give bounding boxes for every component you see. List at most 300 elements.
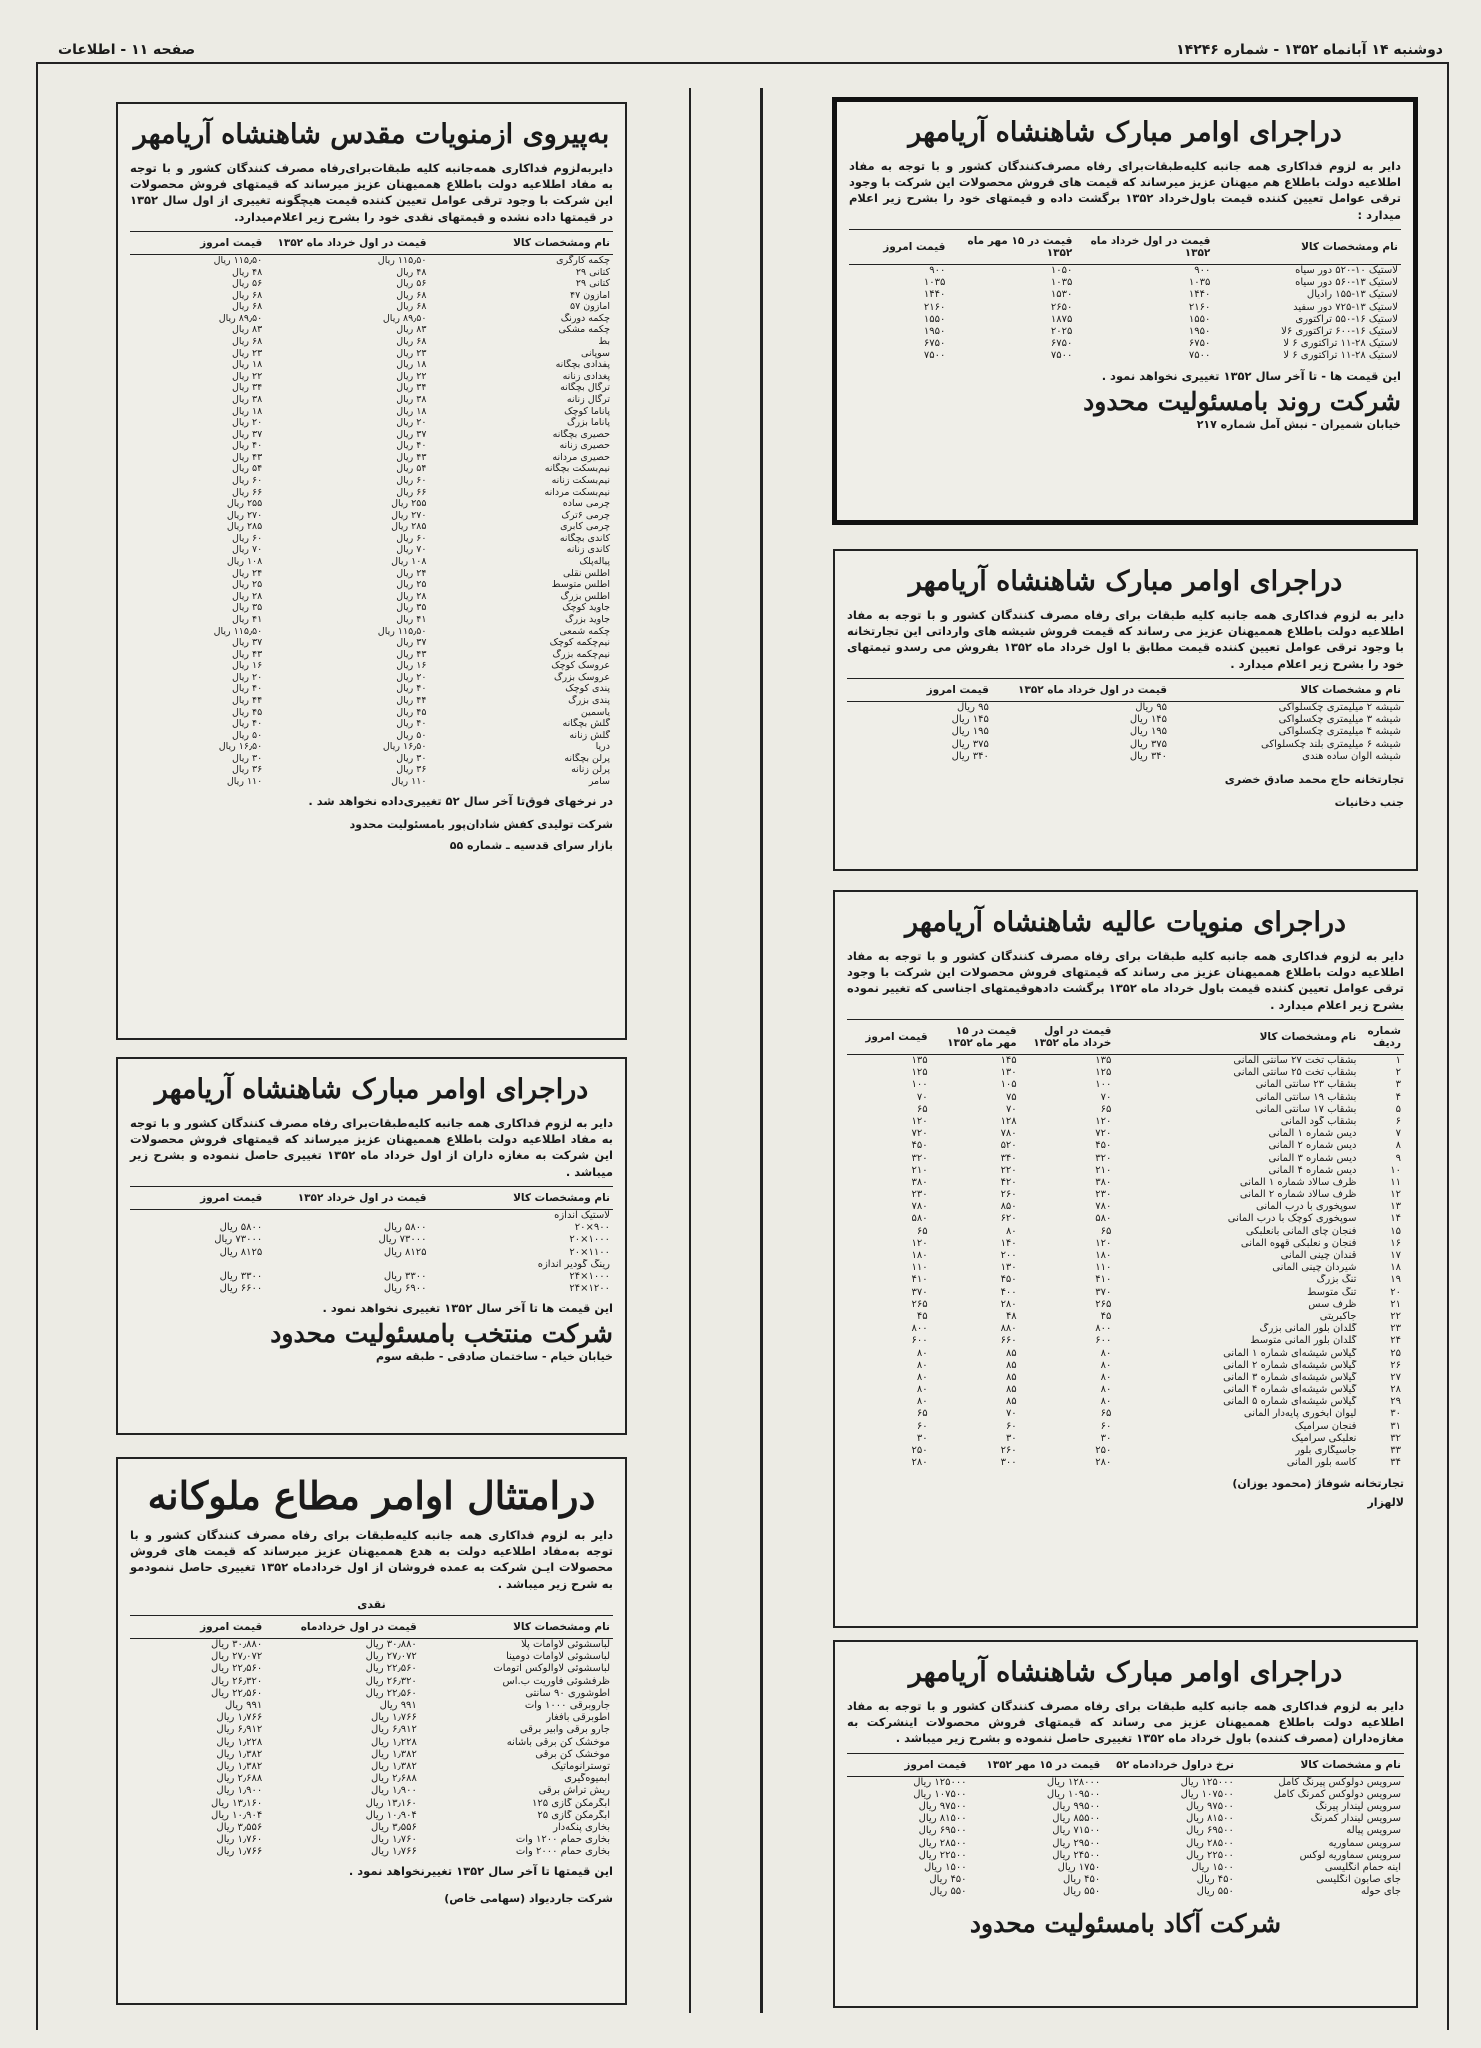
table-cell: ۵۵۰ ریال [1196, 1886, 1234, 1898]
table-cell: ۱۸ ریال [396, 405, 427, 417]
table-cell: نیم‌چکمه بزرگ [552, 648, 610, 660]
table-cell: بشقاب ۲۳ سانتی آلمانی [1255, 1079, 1357, 1091]
table-row [847, 1274, 1404, 1286]
ad-melli [116, 1457, 627, 2005]
ad-melli-subtitle: نقدی [357, 1598, 386, 1612]
col-header: نام و مشخصات کالا [1170, 679, 1404, 702]
right-frame-rule [1447, 64, 1449, 2030]
table-cell: ۶۵ [916, 1103, 928, 1115]
table-row [130, 1676, 613, 1688]
table-cell: ۱۵ [1390, 1225, 1401, 1237]
table-cell: پفدادی بچگانه [555, 359, 610, 371]
table-cell: ۲۲۰ [1000, 1164, 1017, 1176]
table-cell: ۱۸ ریال [396, 359, 427, 371]
table-cell: ۱٫۳۸۲ ریال [370, 1760, 417, 1772]
table-cell: ۴۵۰ [911, 1140, 928, 1152]
table-row [130, 730, 613, 742]
table-cell: لباسشوئی لاوامات دومینا [506, 1651, 610, 1663]
table-cell: ۱۰۳۵ [1188, 277, 1211, 289]
col-header: قیمت در اول خرداد ماه ۱۳۵۲ [1075, 230, 1213, 265]
table-cell: سرویس دولوکس کمرنگ کامل [1273, 1788, 1401, 1800]
table-cell: ۸۹٫۵۰ ریال [218, 312, 263, 324]
table-cell: ۸۰۰ [911, 1323, 928, 1335]
table-cell: ۴۰ ریال [396, 440, 427, 452]
table-row [130, 1700, 613, 1712]
table-cell: ۱٫۷۶۰ ریال [216, 1834, 263, 1846]
table-cell: ۱۰۰ [911, 1079, 928, 1091]
table-cell: یاسمین [580, 706, 610, 718]
table-row [847, 1177, 1404, 1189]
table-cell: ۱۴۵ [1000, 1055, 1017, 1066]
table-cell: ۸۱۵۰۰ ریال [918, 1813, 967, 1825]
table-cell: ۲۳ [1390, 1323, 1401, 1335]
table-cell: ۷۵۰۰ [1050, 350, 1073, 362]
col-header: قیمت امروز [130, 232, 265, 255]
table-cell: بخاری حمام ۱۲۰۰ وات [515, 1834, 610, 1846]
table-cell: ۷۰ [1005, 1408, 1017, 1420]
table-cell: ۱۱۰ ریال [226, 776, 263, 788]
ad-rownad-note: این قیمت ها - تا آخر سال ۱۳۵۲ تغییری نخواهد نمود . [1101, 368, 1401, 383]
table-row [130, 290, 613, 302]
table-cell: ۳۵ ریال [396, 602, 427, 614]
table-cell: ۲۲ ریال [231, 370, 263, 382]
table-cell: ۸ [1395, 1140, 1401, 1152]
table-row [847, 1189, 1404, 1201]
table-cell: ۲۶٫۳۲۰ ریال [211, 1675, 263, 1687]
table-cell: ۳۰ ریال [396, 752, 427, 764]
ad-rownad-title: دراجرای اوامر مبارک شاهنشاه آریامهر [908, 117, 1342, 148]
table-cell: ۲۱۶۰ [1188, 301, 1211, 313]
table-cell: سرویس لیندار کمرنگ [1310, 1813, 1401, 1825]
table-cell: ۱۱۵٫۵۰ ریال [377, 625, 427, 637]
table-cell: ۱۰۵ [1000, 1079, 1017, 1091]
table-cell: ۲۰ ریال [231, 417, 263, 429]
table-cell: ۲۲٫۵۶۰ ریال [211, 1663, 263, 1675]
table-row [847, 1348, 1404, 1360]
col-header: قیمت در اول خرداد ماه ۱۳۵۲ [265, 232, 429, 255]
table-cell: ۴۵۰ ریال [1196, 1874, 1234, 1886]
table-cell: ۴۴ ریال [231, 694, 263, 706]
table-cell: ظرف سالاد شماره ۲ آلمانی [1239, 1189, 1357, 1201]
table-cell: ۲۲٫۵۶۰ ریال [365, 1687, 417, 1699]
table-row [847, 1886, 1404, 1898]
table-cell: ۲۲ ریال [396, 370, 427, 382]
table-cell: ۲۴ ریال [396, 567, 427, 579]
table-cell [130, 1210, 265, 1223]
table-cell: ۱۸۷۵ [1050, 313, 1073, 325]
table-cell: ۱۱۵٫۵۰ ریال [377, 255, 427, 266]
table-cell: ۷۵ [1005, 1091, 1017, 1103]
table-row [847, 1396, 1404, 1408]
table-row [130, 1834, 613, 1846]
table-cell: ۳٫۵۵۶ ریال [370, 1821, 417, 1833]
table-cell: ۹۹۱ ریال [225, 1700, 263, 1712]
table-cell: ۲۸۵۰۰ ریال [1185, 1837, 1234, 1849]
table-row [130, 591, 613, 603]
table-cell: ۴۰ ریال [231, 683, 263, 695]
table-row [130, 521, 613, 533]
table-cell: اطوشوری ۹۰ سانتی [525, 1687, 610, 1699]
table-cell [130, 1259, 265, 1271]
table-cell: ۱۵۵۰ [923, 313, 946, 325]
table-cell: ۱۱ [1390, 1176, 1401, 1188]
table-cell: ۹۵ ریال [1135, 702, 1168, 713]
table-cell: ۶۵ [916, 1408, 928, 1420]
table-cell: ۶۸ ریال [396, 289, 427, 301]
table-cell: ۵۸۰ [911, 1213, 928, 1225]
ad-melli-table [130, 1615, 613, 1858]
table-cell: ۱۰۰۰×۲۰ [569, 1234, 610, 1246]
table-row [847, 1360, 1404, 1372]
table-cell: ۸۰ [1100, 1384, 1112, 1396]
table-cell: ۳۰٫۸۸۰ ریال [365, 1639, 417, 1651]
ad-china-title: دراجرای منویات عالیه شاهنشاه آریامهر [904, 907, 1347, 938]
table-cell: لیوان آبخوری پایه‌دار آلمانی [1243, 1408, 1357, 1420]
table-cell: ۲۸۰ [1000, 1298, 1017, 1310]
table-cell: جارو برقی وآبیر برقی [519, 1724, 610, 1736]
table-cell: ترگال بچگانه [560, 382, 610, 394]
table-row [847, 702, 1404, 715]
table-cell: سامر [588, 776, 610, 788]
table-row [130, 649, 613, 661]
table-cell: جای صابون انگلیسی [1316, 1874, 1401, 1886]
table-cell: ۹۰۰ [1194, 265, 1211, 276]
table-cell: ۴۰ ریال [231, 718, 263, 730]
table-row [130, 1810, 613, 1822]
table-cell: ۵۶ ریال [396, 278, 427, 290]
table-row [130, 475, 613, 487]
table-cell: ۲٫۶۸۸ ریال [370, 1773, 417, 1785]
ad-china [833, 890, 1418, 1628]
table-cell: ۷۰ [1005, 1103, 1017, 1115]
ad-shoes-intro: دایربه‌لزوم فداکاری همه‌جانبه کلیه طبقات‌برای‌رفاه مصرف کنندگان کشور و با توجه به مفاد اطلاعیه دولت باطلاع هممیهنان عزیز میرساند که قیمتهای فروش محصولات این شرکت با وجود ترقی عوامل تعیین کننده قیمت هیچگونه تغییری از اول سال ۱۳۵۲ در قیمتها داده نشده و قیمتهای نقدی خود را بشرح زیر اعلام‌میدارد. [130, 160, 613, 224]
table-cell: لاستیک ۱۳-۷۲۵ دور سفید [1293, 301, 1398, 313]
table-cell: ۱۱۵٫۵۰ ریال [213, 255, 263, 266]
table-cell: ۱۵۳۰ [1050, 289, 1073, 301]
table-cell: ۴۸ ریال [396, 266, 427, 278]
col-header: قیمت امروز [130, 1616, 265, 1639]
ad-glass-company: تجارتخانه حاج محمد صادق خضری [1224, 772, 1404, 786]
ad-glass [833, 549, 1418, 871]
table-cell: گیلاس شیشه‌ای شماره ۳ آلمانی [1223, 1371, 1357, 1383]
col-header: شماره ردیف [1359, 1020, 1404, 1055]
table-cell: ۳۴ [1390, 1457, 1401, 1469]
table-cell: ۱۱۵٫۵۰ ریال [213, 625, 263, 637]
table-row [849, 326, 1401, 338]
table-cell: ۲۸۵۰۰ ریال [918, 1837, 967, 1849]
ad-melli-company: شرکت جاردیواد (سهامی خاص) [444, 1892, 613, 1906]
table-cell: چکمه شمعی [559, 625, 610, 637]
table-cell: ۴۵ ریال [231, 706, 263, 718]
table-cell: ۱۸ [1390, 1262, 1401, 1274]
table-cell: ۱۵۰۰ ریال [1191, 1861, 1234, 1873]
table-cell: ۳۴۰ ریال [1129, 750, 1168, 762]
table-cell: ۳۴ ریال [396, 382, 427, 394]
table-cell: لاستیک ۱۰-۵۲۰ دور سیاه [1295, 265, 1398, 276]
table-cell: ۵۲۰ [1000, 1140, 1017, 1152]
table-cell: ۱۱۰ ریال [391, 776, 427, 788]
table-row [130, 1639, 613, 1652]
col-header: قیمت امروز [849, 230, 948, 265]
table-cell: ۶۵ [1100, 1103, 1112, 1115]
table-cell: ۵۸۰ [1095, 1213, 1112, 1225]
table-row [849, 277, 1401, 289]
table-cell: فنجان سرامیک [1294, 1420, 1357, 1432]
table-cell: ۵۴ ریال [231, 463, 263, 475]
table-row [847, 1874, 1404, 1886]
table-cell: ۱۲۵ [1095, 1067, 1112, 1079]
table-row [847, 1323, 1404, 1335]
table-cell: ۴۱۰ [911, 1274, 928, 1286]
table-cell: ۳۷ ریال [231, 637, 263, 649]
table-cell: ۱۲ [1390, 1189, 1401, 1201]
table-cell: ۱۲۰ [911, 1237, 928, 1249]
table-cell: ۴۵۰ ریال [1063, 1874, 1101, 1886]
table-cell: ۱۶٫۵۰ ریال [218, 741, 263, 753]
table-row [847, 1801, 1404, 1813]
table-cell: ۶۹۵۰۰ ریال [1185, 1825, 1234, 1837]
table-row [847, 1421, 1404, 1433]
ad-glass-table [847, 678, 1404, 763]
table-row [130, 1234, 613, 1246]
table-row [849, 350, 1401, 362]
table-cell: سرویس پیاله [1346, 1825, 1401, 1837]
col-header: قیمت امروز [847, 1020, 931, 1055]
table-cell: ۵۴ ریال [396, 463, 427, 475]
table-cell: ۲۵ [1390, 1347, 1401, 1359]
table-row [130, 1785, 613, 1797]
table-cell: ۱۶ ریال [396, 660, 427, 672]
table-cell: ۴۵۰ [1000, 1274, 1017, 1286]
table-row [130, 487, 613, 499]
table-cell: نیم‌بسکت بچگانه [544, 463, 610, 475]
table-row [847, 1287, 1404, 1299]
table-row [847, 1165, 1404, 1177]
table-cell: ۱۲۵ [911, 1067, 928, 1079]
table-cell: ۱۰۸ ریال [391, 556, 427, 568]
table-row [130, 1737, 613, 1749]
table-cell: ۱۳۵ [911, 1055, 928, 1066]
table-cell: ۱۲۰۰×۲۴ [569, 1283, 610, 1295]
table-cell: ۳۲۰ [911, 1152, 928, 1164]
table-cell: ۶٫۹۱۲ ریال [370, 1724, 417, 1736]
table-cell: ۱۸ ریال [231, 359, 263, 371]
table-cell: فنجان چای آلمانی بانعلبکی [1245, 1225, 1357, 1237]
table-cell: شیشه ۳ میلیمتری چکسلواکی [1278, 714, 1401, 726]
table-cell: ۸۰ [916, 1384, 928, 1396]
table-cell: پغدادی زنانه [562, 370, 610, 382]
col-header: قیمت در اول خرداد ماه ۱۳۵۲ [1020, 1020, 1115, 1055]
ad-melli-rows [130, 1639, 613, 1859]
table-cell: ۷۳۰۰۰ ریال [378, 1234, 427, 1246]
table-row [130, 406, 613, 418]
table-cell: ۶۵ [1100, 1225, 1112, 1237]
table-cell: ۲۸۰ [911, 1457, 928, 1469]
table-cell: ۳۷ ریال [396, 428, 427, 440]
table-row [130, 695, 613, 707]
table-cell: ۸۸۰ [1000, 1323, 1017, 1335]
table-row [130, 1822, 613, 1834]
table-row [130, 267, 613, 279]
table-cell: ۱۹ [1390, 1274, 1401, 1286]
table-row [130, 1651, 613, 1663]
table-cell: ۷۸۰ [1000, 1128, 1017, 1140]
table-row [130, 1798, 613, 1810]
table-cell: ۴۸ ریال [231, 266, 263, 278]
table-cell: چکمه مشکی [558, 324, 610, 336]
table-cell: فنجان و نعلبکی قهوه آلمانی [1240, 1237, 1357, 1249]
table-cell: پرلن بچگانه [564, 752, 610, 764]
table-row [130, 660, 613, 672]
table-cell: ۹۰۰ [929, 265, 946, 276]
table-cell: بشقاب ۱۷ سانتی آلمانی [1255, 1103, 1357, 1115]
table-cell: ۳۴۰ ریال [951, 750, 989, 762]
table-cell: ۱٫۳۸۲ ریال [370, 1748, 417, 1760]
table-cell: شیشه ۴ میلیمتری چکسلواکی [1278, 726, 1401, 738]
table-cell: ۲۶٫۳۲۰ ریال [365, 1675, 417, 1687]
table-cell: رینگ گودیر اندازه [537, 1258, 610, 1270]
table-row [130, 556, 613, 568]
table-cell: ۳۸۰ [911, 1176, 928, 1188]
table-cell: ۸۰ [916, 1347, 928, 1359]
table-row [847, 1408, 1404, 1420]
table-cell: ۱۹۵ ریال [951, 726, 989, 738]
table-cell: ۱۰٫۹۰۴ ریال [211, 1809, 263, 1821]
table-cell: ۲۱۶۰ [923, 301, 946, 313]
table-cell: ۲۲٫۵۶۰ ریال [365, 1663, 417, 1675]
table-cell: ۴ [1395, 1091, 1401, 1103]
table-row [847, 1153, 1404, 1165]
table-row [847, 1299, 1404, 1311]
ad-montakhab [116, 1057, 627, 1435]
table-cell: ۱۰۷۵۰۰ ریال [1180, 1788, 1234, 1800]
table-cell: پندی بزرگ [568, 694, 610, 706]
table-cell: ۳ [1395, 1079, 1401, 1091]
table-row [849, 302, 1401, 314]
table-row [130, 544, 613, 556]
table-cell: ۴۵۰ ریال [929, 1874, 967, 1886]
table-cell: دیس شماره ۳ آلمانی [1268, 1152, 1357, 1164]
table-cell: ۸۵ [1005, 1396, 1017, 1408]
table-cell: پاناما کوچک [564, 405, 610, 417]
table-cell: گلش زنانه [569, 729, 610, 741]
table-row [847, 1262, 1404, 1274]
table-cell: ۶۶ ریال [396, 486, 427, 498]
table-cell: ۱٫۷۶۶ ریال [370, 1712, 417, 1724]
table-cell: ترگال زنانه [566, 393, 610, 405]
table-cell: چرمی ۶ترک [561, 509, 610, 521]
ad-akad-rows [847, 1776, 1404, 1898]
table-cell: پیاله‌پلک [579, 556, 610, 568]
table-row [130, 510, 613, 522]
table-cell: ۱۹۵۰ [923, 325, 946, 337]
table-cell: بخاری پنکه‌دار [553, 1821, 610, 1833]
table-cell: ۶۰۰ [1095, 1335, 1112, 1347]
table-cell: ۳۲ [1390, 1432, 1401, 1444]
table-cell: ۱۰۹۵۰۰ ریال [1046, 1788, 1101, 1800]
table-cell: عروسک بزرگ [554, 671, 610, 683]
table-row [847, 739, 1404, 751]
table-row [847, 1067, 1404, 1079]
table-cell: ۵۰ ریال [231, 729, 263, 741]
table-cell: ۶۸ ریال [396, 336, 427, 348]
table-cell: ۴۰۰ [1000, 1286, 1017, 1298]
table-row [130, 394, 613, 406]
table-cell: ۷ [1395, 1128, 1401, 1140]
table-cell: ۸۰ [1005, 1225, 1017, 1237]
table-cell: ۲۰۲۵ [1050, 325, 1073, 337]
table-cell: ۷۵۰۰ [923, 350, 946, 362]
table-cell: ۲۷٫۰۷۲ ریال [211, 1651, 263, 1663]
table-cell: ۳۰ [1100, 1432, 1112, 1444]
table-cell: ۲۸۵ ریال [391, 521, 427, 533]
col-header: نام ومشخصات کالا [429, 232, 613, 255]
table-cell: آبگرمکن گازی ۲۵ [537, 1809, 610, 1821]
table-cell: ۶۷۵۰ [1050, 338, 1073, 350]
table-cell: ۴۵ [916, 1310, 928, 1322]
col-header: قیمت امروز [847, 1753, 970, 1776]
table-cell: ۱۶ [1390, 1237, 1401, 1249]
table-cell: ۶۰ [916, 1420, 928, 1432]
table-row [130, 1761, 613, 1773]
table-cell: دیس شماره ۲ آلمانی [1268, 1140, 1357, 1152]
table-row [130, 1846, 613, 1858]
table-cell: ۱۰۰۰×۲۴ [569, 1270, 610, 1282]
table-cell: ۷۲۰ [1095, 1128, 1112, 1140]
table-cell: ریش تراش برقی [538, 1785, 610, 1797]
table-cell: ۱۰۳۵ [1050, 277, 1073, 289]
table-cell: ظرفشوئی فاوریت ب.اس [502, 1675, 610, 1687]
table-row [847, 1445, 1404, 1457]
table-cell: ۹۰۰×۲۰ [574, 1222, 610, 1234]
table-cell: ۱۴۵ ریال [1129, 714, 1168, 726]
table-cell: ۱۳۵ [1095, 1055, 1112, 1066]
table-cell: ۱۲۸۰۰۰ ریال [1046, 1776, 1101, 1788]
table-cell: ۳۰ ریال [231, 752, 263, 764]
table-cell: ۲۹۵۰۰ ریال [1052, 1837, 1101, 1849]
table-row [130, 301, 613, 313]
table-cell: ۶۶۰۰ ریال [219, 1283, 263, 1295]
table-cell: ۷۲۰ [911, 1128, 928, 1140]
table-cell: لاستیک ۱۶-۵۵۰ تراکتوری [1295, 313, 1398, 325]
table-row [130, 1210, 613, 1223]
ad-rownad-company: شرکت روند بامسئولیت محدود [1083, 386, 1401, 416]
table-cell: گیلاس شیشه‌ای شماره ۴ آلمانی [1223, 1384, 1357, 1396]
table-cell: ۱۲۰ [1095, 1237, 1112, 1249]
table-cell: ۳۴۰ [1000, 1152, 1017, 1164]
table-row [130, 1222, 613, 1234]
table-cell: گلدان بلور آلمانی متوسط [1250, 1335, 1357, 1347]
table-cell: سرویس لیندار پیرنگ [1315, 1801, 1401, 1813]
table-cell: ۴۱ ریال [231, 613, 263, 625]
table-row [847, 1335, 1404, 1347]
table-row [130, 718, 613, 730]
table-cell [265, 1210, 429, 1223]
table-cell: ۷۰ ریال [231, 544, 263, 556]
table-cell: کتانی ۲۹ [575, 278, 610, 290]
table-row [130, 371, 613, 383]
table-cell: ۹۷۵۰۰ ریال [1185, 1801, 1234, 1813]
table-row [130, 637, 613, 649]
table-cell: ۱۷۵۰ ریال [1057, 1861, 1101, 1873]
table-cell: گیلاس شیشه‌ای شماره ۲ آلمانی [1223, 1359, 1357, 1371]
table-cell: ۱۲۰ [1095, 1115, 1112, 1127]
table-cell: ۶۵ [1100, 1408, 1112, 1420]
table-cell: ۱۲۸ [1000, 1115, 1017, 1127]
table-cell: ۲۵۰ [911, 1445, 928, 1456]
page-header-page: صفحه ۱۱ - اطلاعات [58, 42, 196, 58]
table-cell: شیشه ۲ میلیمتری چکسلواکی [1278, 702, 1401, 713]
